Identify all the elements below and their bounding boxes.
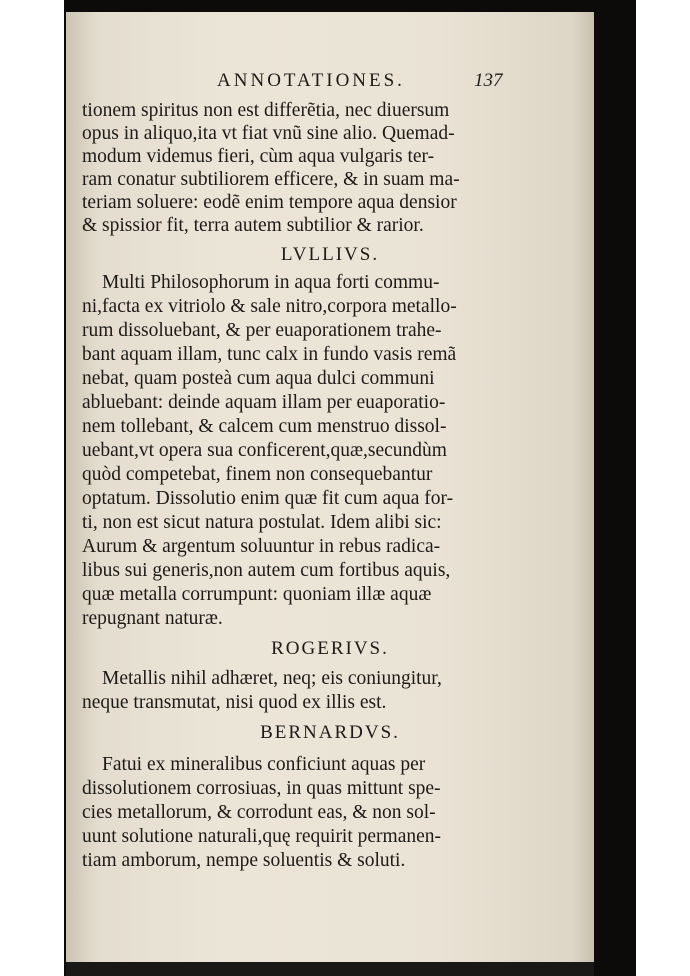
text-line: uunt solutione naturali,quę requirit permanen-: [82, 826, 442, 847]
section-heading-lullius: LVLLIVS.: [280, 244, 380, 265]
text-line: abluebant: deinde aquam illam per euaporatio-: [82, 392, 446, 413]
text-line: ram conatur subtiliorem efficere, & in suam ma-: [82, 169, 460, 190]
text-line: dissolutionem corrosiuas, in quas mittunt spe-: [82, 778, 441, 799]
text-line: rum dissoluebant, & per euaporationem trahe-: [82, 320, 442, 341]
text-line: tionem spiritus non est differẽtia, nec diuersum: [82, 100, 450, 121]
text-line: cies metallorum, & corrodunt eas, & non sol-: [82, 802, 436, 823]
text-line: repugnant naturæ.: [82, 608, 223, 629]
text-line: ni,facta ex vitriolo & sale nitro,corpora metallo-: [82, 296, 457, 317]
text-line: teriam soluere: eodẽ enim tempore aqua densior: [82, 192, 457, 213]
text-line: nem tollebant, & calcem cum menstruo dissol-: [82, 416, 447, 437]
text-line: opus in aliquo,ita vt fiat vnũ sine alio. Quemad-: [82, 123, 455, 144]
text-line: quæ metalla corrumpunt: quoniam illæ aquæ: [82, 584, 432, 605]
section-heading-rogerius: ROGERIVS.: [271, 638, 389, 659]
running-head: [66, 70, 594, 100]
text-line: Multi Philosophorum in aqua forti commu-: [102, 272, 440, 293]
text-line: Fatui ex mineralibus conficiunt aquas per: [102, 754, 426, 775]
page-number: 137: [474, 70, 503, 91]
text-line: neque transmutat, nisi quod ex illis est.: [82, 692, 387, 713]
text-line: libus sui generis,non autem cum fortibus aquis,: [82, 560, 451, 581]
text-line: tiam amborum, nempe soluentis & soluti.: [82, 850, 406, 871]
section-heading-bernardus: BERNARDVS.: [260, 722, 400, 743]
running-head-title: ANNOTATIONES.: [217, 70, 405, 91]
book-page: [66, 12, 594, 962]
text-line: modum videmus fieri, cùm aqua vulgaris ter-: [82, 146, 435, 167]
text-line: Metallis nihil adhæret, neq; eis coniungitur,: [102, 668, 442, 689]
text-line: bant aquam illam, tunc calx in fundo vasis remã: [82, 344, 457, 365]
text-line: nebat, quam posteà cum aqua dulci communi: [82, 368, 435, 389]
text-line: ti, non est sicut natura postulat. Idem alibi sic:: [82, 512, 442, 533]
text-line: optatum. Dissolutio enim quæ fit cum aqua for-: [82, 488, 454, 509]
text-line: & spissior fit, terra autem subtilior & rarior.: [82, 215, 424, 236]
text-line: Aurum & argentum soluuntur in rebus radica-: [82, 536, 441, 557]
text-line: quòd competebat, finem non consequebantur: [82, 464, 433, 485]
text-line: uebant,vt opera sua conficerent,quæ,secundùm: [82, 440, 447, 461]
page-bottom-edge: [66, 962, 594, 976]
